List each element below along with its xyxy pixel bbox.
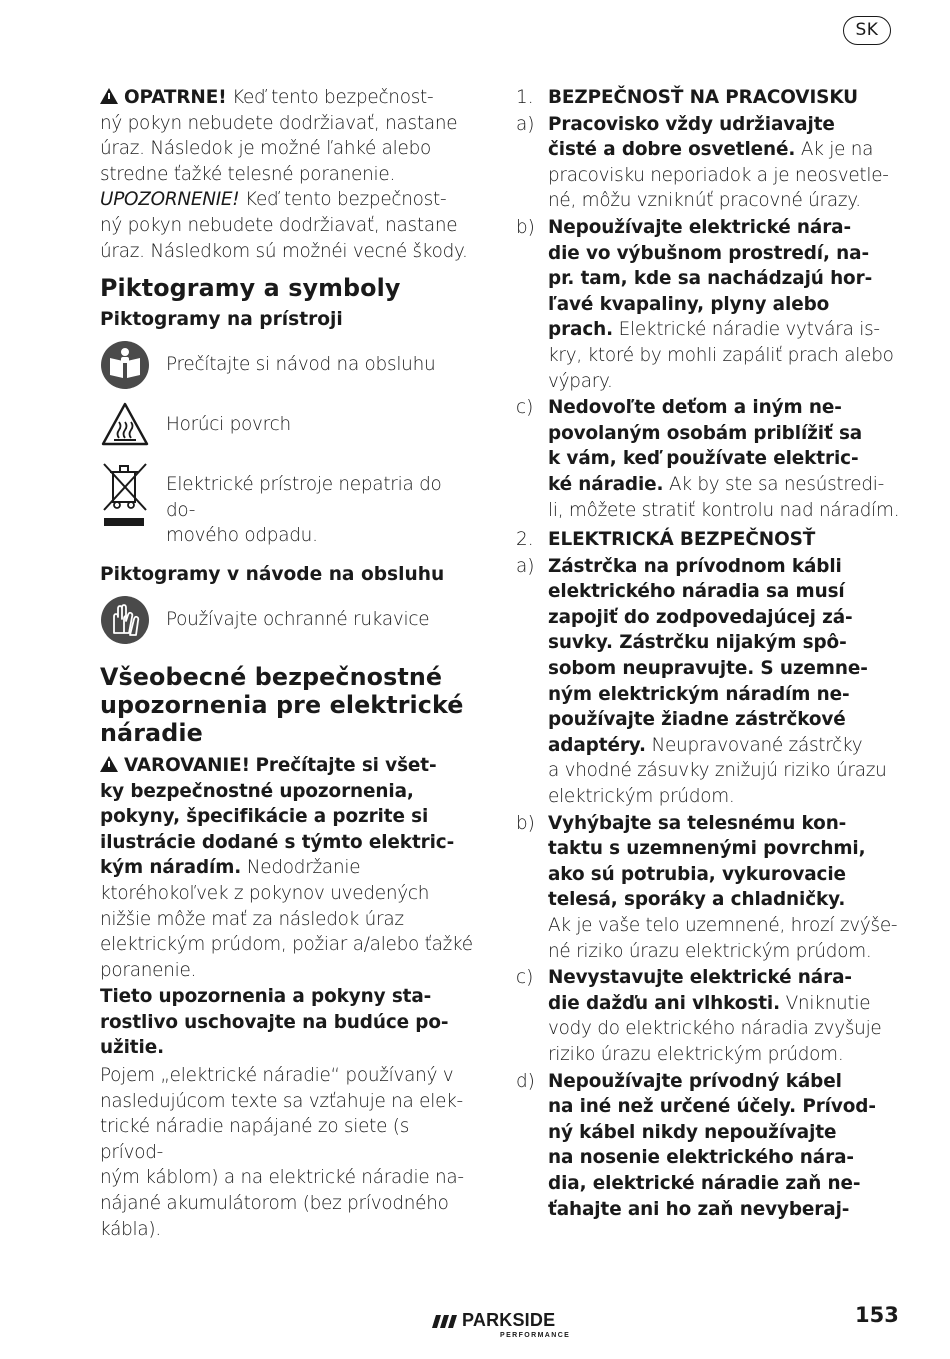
keep-instructions: Tieto upozornenia a pokyny sta- rostlivo uschovajte na budúce po- užitie. [100,986,449,1059]
item-text: Ak je vaše telo uzemnené, hrozí zvýše- né riziko úrazu elektrickým prúdom. [548,915,898,962]
section-number: 1. [516,87,534,108]
left-column [100,85,475,1242]
warning-text: Nedodržanie ktoréhokoľvek z pokynov uvedených nižšie môže mať za následok úraz elektrickým prúdom, požiar a/alebo ťažké poranenie. [100,857,473,981]
section-1-heading [516,85,901,111]
list-item [516,395,901,523]
picto-hot-surface [100,400,475,450]
item-letter: c) [516,397,534,419]
item-bold: Nedovoľte deťom a iným ne- povolaným osobám priblížiť sa k vám, keď používate elektric- ké náradie. [548,397,863,495]
warning-label: VAROVANIE! [124,754,250,776]
caution-text: Keď tento bezpečnost- ný pokyn nebudete dodržiavať, nastane úraz. Následok je možné ľahké alebo stredne ťažké telesné poranenie. [100,87,458,185]
notice-paragraph [100,187,475,264]
manual-pictograms-heading: Piktogramy v návode na obsluhu [100,563,445,585]
weee-bin-icon [100,460,150,530]
warning-paragraph [100,753,475,983]
right-column [516,85,901,1222]
notice-label: UPOZORNENIE! [100,189,240,211]
language-badge: SK [843,16,891,45]
device-pictograms-heading: Piktogramy na prístroji [100,309,343,331]
read-manual-icon [100,340,150,390]
item-letter: d) [516,1070,535,1092]
item-bold: Nepoužívajte prívodný kábel na iné než určené účely. Prívod- ný kábel nikdy nepoužívajte na nosenie elektrického nára- dia, elektrické náradie zaň ne- ťahajte ani ho zaň nevyberaj- [548,1070,876,1220]
item-text: Ak je na pracovisku neporiadok a je neosvetle- né, môžu vzniknúť pracovné úrazy. [548,139,889,212]
section-number: 2. [516,529,534,551]
page-number: 153 [855,1303,899,1327]
item-letter: a) [516,555,535,577]
item-letter: b) [516,216,535,238]
general-safety-heading: Všeobecné bezpečnostné upozornenia pre elektrické náradie [100,662,464,747]
section-title: ELEKTRICKÁ BEZPEČNOSŤ [548,529,816,551]
list-item [516,1069,901,1223]
item-text: Vniknutie vody do elektrického náradia zvyšuje riziko úrazu elektrickým prúdom. [548,992,882,1065]
item-text: Elektrické náradie vytvára is- kry, ktoré by mohli zapáliť prach alebo výpary. [548,319,894,392]
hot-surface-icon [100,400,150,450]
item-text: Ak by ste sa nesústredi- li, môžete stratiť kontrolu nad náradím. [548,473,900,521]
item-bold: Nepoužívajte elektrické nára- die vo výbušnom prostredí, na- pr. tam, kde sa nachádzajú hor- ľavé kvapaliny, plyny alebo prach. [548,216,873,341]
list-item [516,811,901,965]
pictograms-heading: Piktogramy a symboly [100,274,401,303]
item-letter: c) [516,967,534,989]
brand-sub: PERFORMANCE [500,1332,571,1339]
warning-triangle-icon [100,756,118,772]
warning-triangle-icon [100,88,118,104]
picto-gloves [100,595,475,645]
caution-paragraph [100,85,475,187]
list-item [516,965,901,1067]
warning-bold: Prečítajte si všet- ky bezpečnostné upozornenia, pokyny, špecifikácie a pozrite si ilustrácie dodané s týmto elektric- kým náradím. [100,754,455,879]
item-bold: Nevystavujte elektrické nára- die dažďu ani vlhkosti. [548,967,852,1014]
item-body [548,112,901,214]
notice-text: Keď tento bezpečnost- ný pokyn nebudete dodržiavať, nastane úraz. Následkom sú možnéi vecné škody. [100,189,468,262]
picto-hot-surface-text: Horúci povrch [166,414,291,436]
term-paragraph: Pojem „elektrické náradie“ používaný v nasledujúcom texte sa vzťahuje na elek- trické náradie napájané zo siete (s prívod- ným káblom) a na elektrické náradie na- nájané akumulátorom (bez prívodného kábla). [100,1065,464,1240]
list-item [516,554,901,810]
item-bold: Zástrčka na prívodnom kábli elektrického náradia sa musí zapojiť do zodpovedajúcej zá- suvky. Zástrčku nijakým spô- sobom neupravujte. S uzemne- ným elektrickým náradím ne- používajte žiadne zástrčkové adaptéry. [548,555,868,756]
item-letter: a) [516,113,535,135]
picto-gloves-text: Používajte ochranné rukavice [166,609,430,631]
item-body [548,554,901,810]
item-body [548,215,901,394]
brand-name: PARKSIDE [462,1310,556,1330]
section-2-heading [516,527,901,553]
picto-read-manual-text: Prečítajte si návod na obsluhu [166,354,436,376]
list-item [516,215,901,394]
parkside-logo [430,1310,580,1346]
item-body [548,395,901,523]
picto-weee [100,460,475,549]
list-item [516,112,901,214]
picto-weee-text: Elektrické prístroje nepatria do do- mového odpadu. [166,474,442,547]
item-body [548,965,901,1067]
item-bold: Pracovisko vždy udržiavajte čisté a dobre osvetlené. [548,113,835,161]
item-bold: Vyhýbajte sa telesnému kon- taktu s uzemnenými povrchmi, ako sú potrubia, vykurovacie telesá, sporáky a chladničky. [548,812,866,911]
item-text: Neupravované zástrčky a vhodné zásuvky znižujú riziko úrazu elektrickým prúdom. [548,734,887,808]
item-body [548,811,901,965]
section-title: BEZPEČNOSŤ NA PRACOVISKU [548,87,858,108]
item-body [548,1069,901,1223]
caution-label: OPATRNE! [124,87,227,108]
gloves-icon [100,595,150,645]
picto-read-manual [100,340,475,390]
item-letter: b) [516,812,535,834]
